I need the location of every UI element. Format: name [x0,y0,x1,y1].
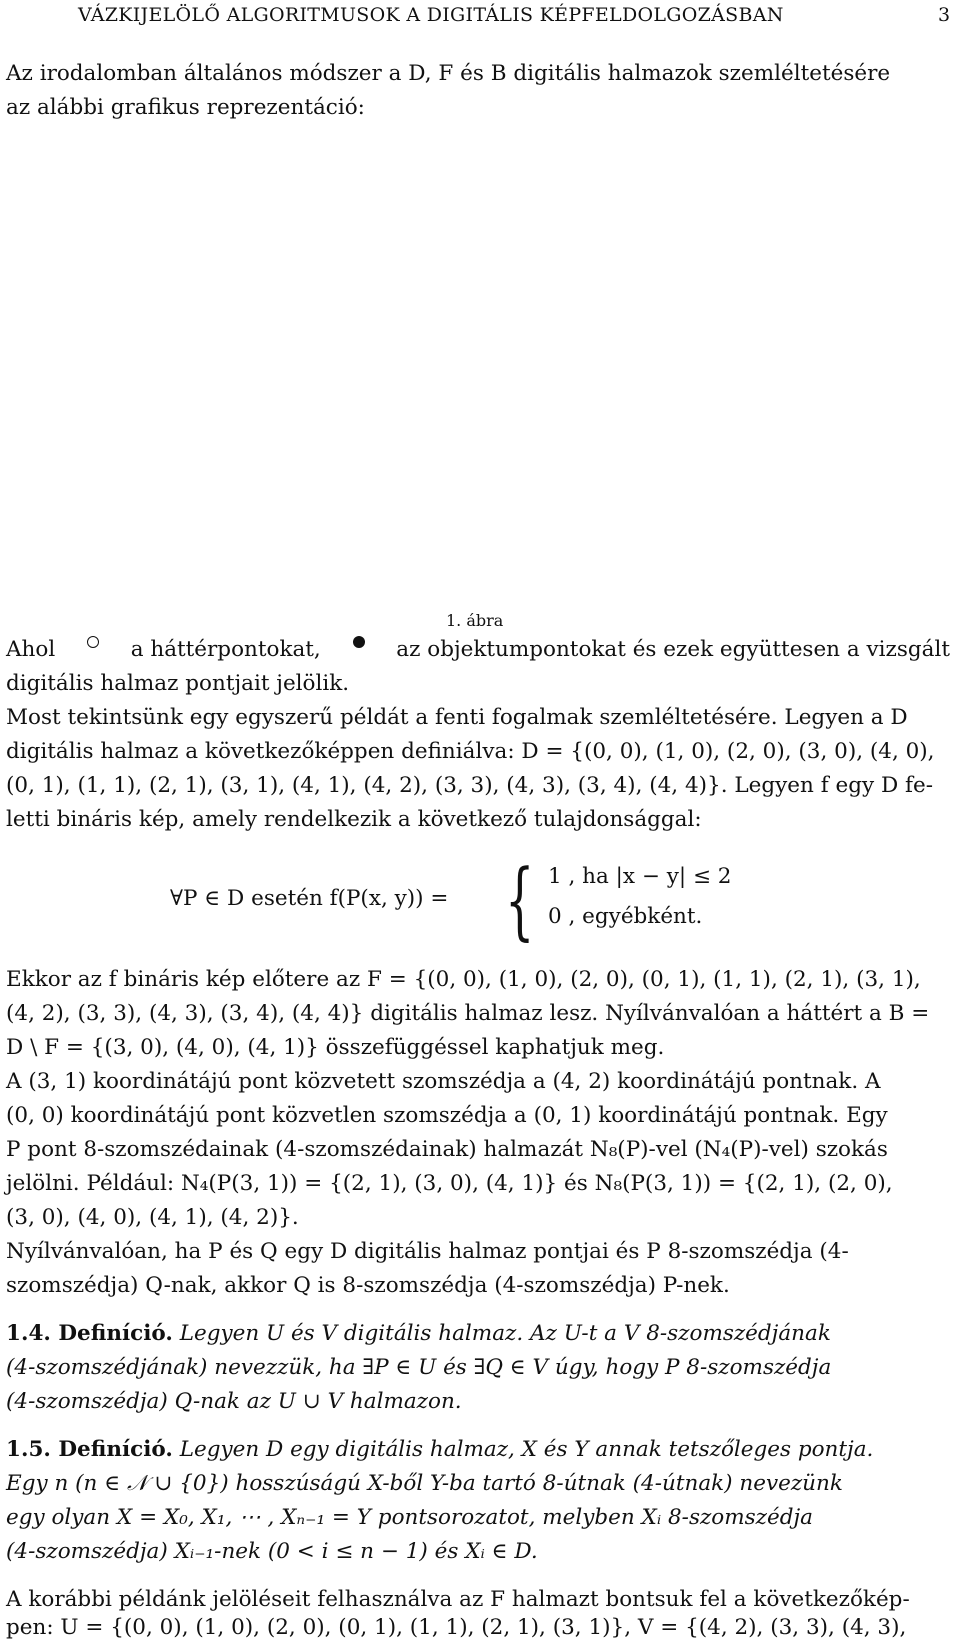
legend-background-text: a háttérpontokat, [130,637,321,662]
formula-lhs: ∀P ∈ D esetén f(P(x, y)) = [170,886,449,911]
formula-case-1: 1 , ha |x − y| ≤ 2 [548,864,732,889]
running-title: VÁZKIJELÖLŐ ALGORITMUSOK A DIGITÁLIS KÉPFELDOLGOZÁSBAN [78,4,784,26]
para3-line-2: pen: U = {(0, 0), (1, 0), (2, 0), (0, 1), (1, 1), (2, 1), (3, 1)}, V = {(4, 2), (3, 3), (4, 3), [6,1615,907,1640]
para1-line-1: digitális halmaz pontjait jelölik. [6,671,350,696]
para2-line-2: (4, 2), (3, 3), (4, 3), (3, 4), (4, 4)} digitális halmaz lesz. Nyílvánvalóan a háttért a B = [6,1001,930,1026]
para1-line-4: (0, 1), (1, 1), (2, 1), (3, 1), (4, 1), (4, 2), (3, 3), (4, 3), (3, 4), (4, 4)}. Legyen f egy D fe- [6,773,933,798]
definition-1-5-line-3: egy olyan X = X₀, X₁, ⋯ , Xₙ₋₁ = Y pontsorozatot, melyben Xᵢ 8-szomszédja [6,1505,813,1530]
definition-1-5-line-2: Egy n (n ∈ 𝒩 ∪ {0}) hosszúságú X-ből Y-ba tartó 8-útnak (4-útnak) nevezünk [6,1471,843,1496]
figure-area [6,130,950,600]
definition-1-4-line-1 [6,1320,831,1348]
para2-line-1: Ekkor az f bináris kép előtere az F = {(0, 0), (1, 0), (2, 0), (0, 1), (1, 1), (2, 1), (3, 1), [6,967,921,992]
definition-1-4-line-2: (4-szomszédjának) nevezzük, ha ∃P ∈ U és ∃Q ∈ V úgy, hogy P 8-szomszédja [6,1355,832,1380]
para2-line-8: (3, 0), (4, 0), (4, 1), (4, 2)}. [6,1205,299,1230]
para1-line-3: digitális halmaz a következőképpen definiálva: D = {(0, 0), (1, 0), (2, 0), (3, 0), (4, 0), [6,739,935,764]
legend-object-text: az objektumpontokat és ezek együttesen a vizsgált [396,637,950,662]
para2-line-7: jelölni. Például: N₄(P(3, 1)) = {(2, 1), (3, 0), (4, 1)} és N₈(P(3, 1)) = {(2, 1), (2, 0), [6,1171,893,1196]
para3-line-1: A korábbi példánk jelöléseit felhasználva az F halmazt bontsuk fel a következőkép- [6,1587,910,1612]
definition-1-4-label: 1.4. Definíció. [6,1321,173,1346]
piecewise-formula [170,851,810,949]
para2-line-4: A (3, 1) koordinátájú pont közvetett szomszédja a (4, 2) koordinátájú pontnak. A [6,1069,881,1094]
formula-case-2: 0 , egyébként. [548,904,703,929]
para2-line-3: D \ F = {(3, 0), (4, 0), (4, 1)} összefüggéssel kaphatjuk meg. [6,1035,665,1060]
para2-line-5: (0, 0) koordinátájú pont közvetlen szomszédja a (0, 1) koordinátájú pontnak. Egy [6,1103,888,1128]
para1-line-2: Most tekintsünk egy egyszerű példát a fenti fogalmak szemléltetésére. Legyen a D [6,705,908,730]
figure-caption: 1. ábra [446,611,504,630]
definition-1-5-label: 1.5. Definíció. [6,1437,173,1462]
filled-circle-icon [353,636,365,648]
legend-word-ahol: Ahol [6,637,56,662]
para1-line-5: letti bináris kép, amely rendelkezik a következő tulajdonsággal: [6,807,702,832]
definition-1-5-text: Legyen D egy digitális halmaz, X és Y annak tetszőleges pontja. [179,1437,874,1462]
formula-brace: { [505,851,535,949]
para2-line-10: szomszédja) Q-nak, akkor Q is 8-szomszédja (4-szomszédja) P-nek. [6,1273,730,1298]
definition-1-4-line-3: (4-szomszédja) Q-nak az U ∪ V halmazon. [6,1389,462,1414]
intro-line-1: Az irodalomban általános módszer a D, F és B digitális halmazok szemléltetésére [6,61,891,86]
definition-1-4-text: Legyen U és V digitális halmaz. Az U-t a V 8-szomszédjának [179,1321,831,1346]
definition-1-5-line-1 [6,1436,873,1464]
para2-line-9: Nyílvánvalóan, ha P és Q egy D digitális halmaz pontjai és P 8-szomszédja (4- [6,1239,849,1264]
hollow-circle-icon [87,636,99,648]
intro-line-2: az alábbi grafikus reprezentáció: [6,95,365,120]
page-number: 3 [938,4,951,26]
legend-line [6,636,950,664]
definition-1-5-line-4: (4-szomszédja) Xᵢ₋₁-nek (0 < i ≤ n − 1) és Xᵢ ∈ D. [6,1539,538,1564]
para2-line-6: P pont 8-szomszédainak (4-szomszédainak) halmazát N₈(P)-vel (N₄(P)-vel) szokás [6,1137,888,1162]
